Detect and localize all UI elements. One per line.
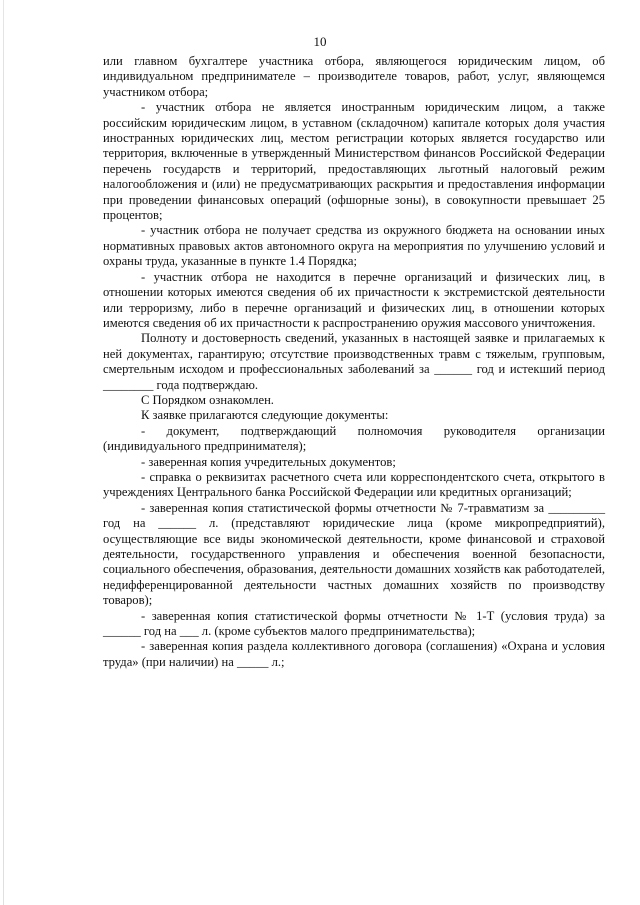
list-item-form-7-injury: - заверенная копия статистической формы отчетности № 7-травматизм за _________ год на ______ л. (представляют юридические лица (кроме микропредприятий), осуществляющие все виды экономической деятельности, кроме финансовой и страховой деятельности, государственного управления и обеспечения военной безопасности, социального обеспечения, образования, деятельности домашних хозяйств как работодателей, недифференцированной деятельности частных домашних хозяйств по производству товаров); [103, 500, 605, 608]
paragraph-no-regional-budget-funds: - участник отбора не получает средства из окружного бюджета на основании иных нормативных правовых актов автономного округа на мероприятия по улучшению условий и охраны труда, указанные в пункте 1.4 Порядка; [103, 223, 605, 269]
document-body [103, 54, 605, 670]
page-number: 10 [313, 34, 327, 49]
paragraph-continuation-chief-accountant: или главном бухгалтере участника отбора, являющегося юридическим лицом, об индивидуальном предпринимателе – производителе товаров, работ, услуг, являющемся участником отбора; [103, 54, 605, 99]
list-item-bank-account-certificate: - справка о реквизитах расчетного счета или корреспондентского счета, открытого в учреждениях Центрального банка Российской Федерации или кредитных организаций; [103, 469, 605, 500]
paragraph-completeness-guarantee: Полноту и достоверность сведений, указанных в настоящей заявке и прилагаемых к ней документах, гарантирую; отсутствие производственных травм с тяжелым, групповым, смертельным исходом и профессиональных заболеваний за ______ год и истекший период ________ года подтверждаю. [103, 331, 605, 392]
list-item-authority-document: - документ, подтверждающий полномочия руководителя организации (индивидуального предпринимателя); [103, 423, 605, 454]
list-item-form-1t-labor-conditions: - заверенная копия статистической формы отчетности № 1-Т (условия труда) за ______ год на ___ л. (кроме субъектов малого предпринимательства); [103, 608, 605, 639]
paragraph-attachments-heading: К заявке прилагаются следующие документы: [141, 408, 389, 423]
paragraph-not-in-extremism-list: - участник отбора не находится в перечне организаций и физических лиц, в отношении которых имеются сведения об их причастности к экстремистской деятельности или терроризму, либо в перечне организаций и физических лиц, в отношении которых имеются сведения об их причастности к распространению оружия массового уничтожения. [103, 269, 605, 330]
scan-edge-line [3, 0, 4, 905]
list-item-collective-agreement-section: - заверенная копия раздела коллективного договора (соглашения) «Охрана и условия труда» (при наличии) на _____ л.; [103, 639, 605, 669]
paragraph-not-foreign-entity: - участник отбора не является иностранным юридическим лицом, а также российским юридическим лицом, в уставном (складочном) капитале которых доля участия иностранных юридических лиц, местом регистрации которых является государство или территория, включенные в утвержденный Министерством финансов Российской Федерации перечень государств и территорий, предоставляющих льготный налоговый режим налогообложения и (или) не предусматривающих раскрытия и предоставления информации при проведении финансовых операций (офшорные зоны), в совокупности превышает 25 процентов; [103, 100, 605, 223]
paragraph-procedure-acknowledged: С Порядком ознакомлен. [141, 392, 274, 407]
list-item-founding-documents: - заверенная копия учредительных документов; [141, 454, 396, 469]
